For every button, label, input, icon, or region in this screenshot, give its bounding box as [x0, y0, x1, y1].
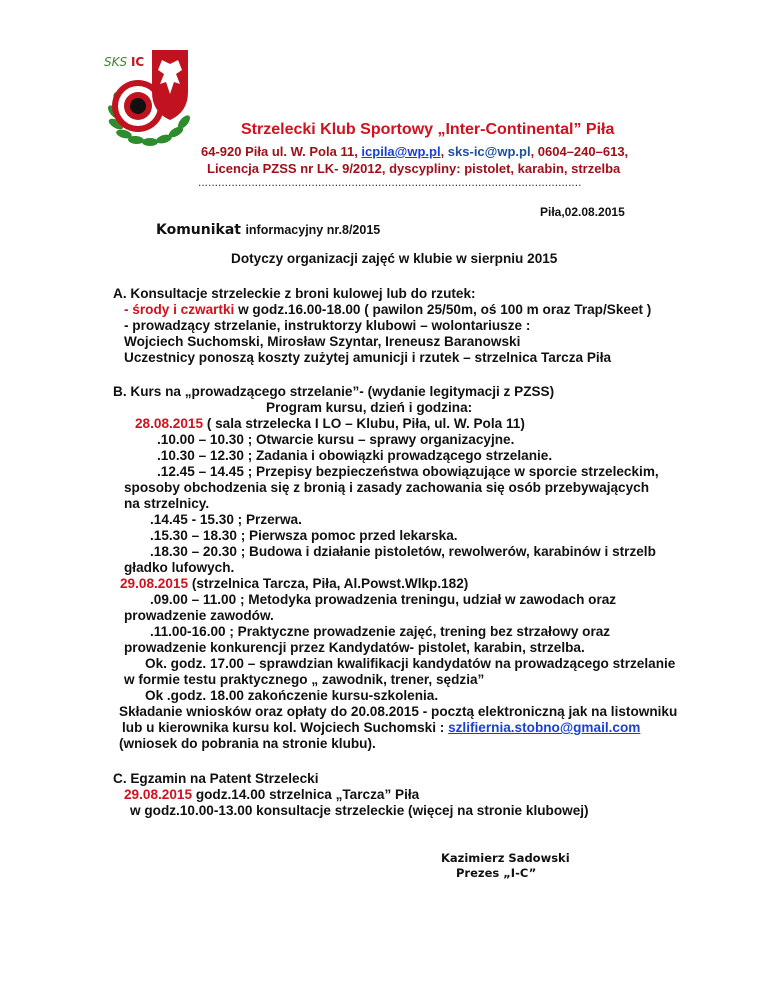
application-info: (wniosek do pobrania na stronie klubu). — [119, 736, 376, 751]
logo-text: SKS IC — [104, 55, 145, 69]
subject-line: Dotyczy organizacji zajęć w klubie w sierpniu 2015 — [231, 251, 558, 266]
license-line: Licencja PZSS nr LK- 9/2012, dyscypliny: pistolet, karabin, strzelba — [207, 161, 621, 176]
date-line: Piła,02.08.2015 — [540, 205, 625, 219]
application-info: Składanie wniosków oraz opłaty do 20.08.2015 - pocztą elektroniczną jak na listowniku — [119, 704, 678, 719]
section-a-title: A. Konsultacje strzeleckie z broni kulowej lub do rzutek: — [113, 286, 476, 301]
course-item: w formie testu praktycznego „ zawodnik, trener, sędzia” — [124, 672, 485, 687]
section-c-line: w godz.10.00-13.00 konsultacje strzeleckie (więcej na stronie klubowej) — [130, 803, 589, 818]
course-item: prowadzenie konkurencji przez Kandydatów- pistolet, karabin, strzelba. — [124, 640, 585, 655]
course-item: .09.00 – 11.00 ; Metodyka prowadzenia treningu, udział w zawodach oraz — [150, 592, 617, 607]
course-item: gładko lufowych. — [124, 560, 235, 575]
section-c-title: C. Egzamin na Patent Strzelecki — [113, 771, 319, 786]
course-item: .18.30 – 20.30 ; Budowa i działanie pistoletów, rewolwerów, karabinów i strzelb — [150, 544, 656, 559]
section-b-title: B. Kurs na „prowadzącego strzelanie”- (wydanie legitymacji z PZSS) — [113, 384, 555, 399]
course-item: Ok. godz. 17.00 – sprawdzian kwalifikacji kandydatów na prowadzącego strzelanie — [145, 656, 676, 671]
email-link-icpila[interactable]: icpila@wp.pl — [361, 144, 441, 159]
course-item: .14.45 - 15.30 ; Przerwa. — [150, 512, 302, 527]
section-b-program: Program kursu, dzień i godzina: — [266, 400, 473, 415]
section-b-date1: 28.08.2015 ( sala strzelecka I LO – Klubu, Piła, ul. W. Pola 11) — [135, 416, 525, 431]
section-c-date: 29.08.2015 godz.14.00 strzelnica „Tarcza” Piła — [124, 787, 420, 802]
komunikat-heading: Komunikat informacyjny nr.8/2015 — [156, 222, 381, 238]
section-a-days: - środy i czwartki w godz.16.00-18.00 ( pawilon 25/50m, oś 100 m oraz Trap/Skeet ) — [124, 302, 652, 317]
section-a-line: - prowadzący strzelanie, instruktorzy klubowi – wolontariusze : — [124, 318, 531, 333]
address-line: 64-920 Piła ul. W. Pola 11, icpila@wp.pl, sks-ic@wp.pl, 0604–240–613, — [201, 144, 629, 159]
dotted-separator: ................................................................................................................... — [198, 175, 582, 189]
email-link-kierownik[interactable]: szlifiernia.stobno@gmail.com — [448, 720, 641, 735]
section-a-line: Uczestnicy ponoszą koszty zużytej amunicji i rzutek – strzelnica Tarcza Piła — [124, 350, 612, 365]
course-item: .12.45 – 14.45 ; Przepisy bezpieczeństwa obowiązujące w sporcie strzeleckim, — [157, 464, 659, 479]
section-b-date2: 29.08.2015 (strzelnica Tarcza, Piła, Al.Powst.Wlkp.182) — [120, 576, 469, 591]
application-info: lub u kierownika kursu kol. Wojciech Suchomski : szlifiernia.stobno@gmail.com — [122, 720, 641, 735]
club-title: Strzelecki Klub Sportowy „Inter-Continental” Piła — [241, 121, 615, 138]
course-item: .10.00 – 10.30 ; Otwarcie kursu – sprawy organizacyjne. — [157, 432, 515, 447]
course-item: na strzelnicy. — [124, 496, 210, 511]
course-item: .15.30 – 18.30 ; Pierwsza pomoc przed lekarska. — [150, 528, 458, 543]
signature-name: Kazimierz Sadowski — [441, 851, 570, 865]
course-item: .11.00-16.00 ; Praktyczne prowadzenie zajęć, trening bez strzałowy oraz — [150, 624, 611, 639]
section-a-line: Wojciech Suchomski, Mirosław Szyntar, Ireneusz Baranowski — [124, 334, 521, 349]
signature-role: Prezes „I-C” — [456, 866, 537, 880]
email-link-sksic[interactable]: sks-ic@wp.pl — [447, 144, 531, 159]
course-item: Ok .godz. 18.00 zakończenie kursu-szkolenia. — [145, 688, 439, 703]
course-item: prowadzenie zawodów. — [124, 608, 274, 623]
course-item: sposoby obchodzenia się z bronią i zasady zachowania się osób przebywających — [124, 480, 650, 495]
course-item: .10.30 – 12.30 ; Zadania i obowiązki prowadzącego strzelanie. — [157, 448, 553, 463]
